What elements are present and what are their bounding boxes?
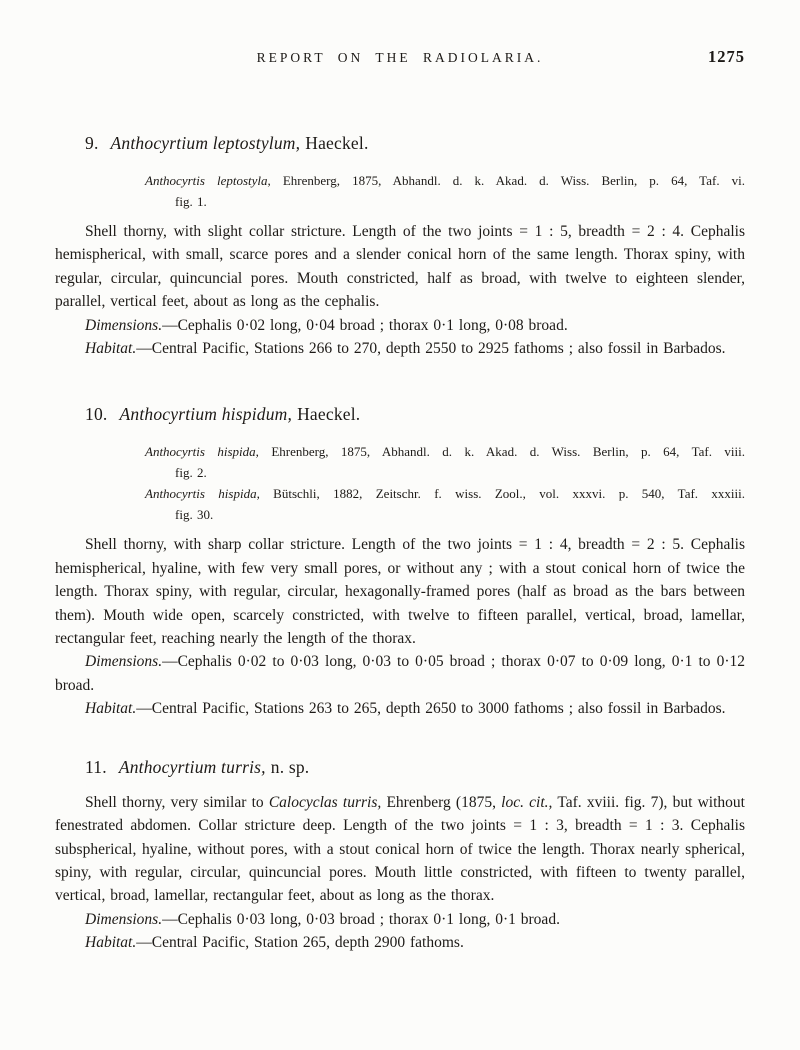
habitat-paragraph — [55, 337, 745, 360]
species-heading — [85, 755, 745, 779]
dimensions-label: Dimensions. — [85, 910, 163, 928]
dimensions-paragraph — [55, 314, 745, 337]
dimensions-text: —Cephalis 0·02 to 0·03 long, 0·03 to 0·05 broad ; thorax 0·07 to 0·09 long, 0·1 to 0·12 broad. — [55, 653, 745, 694]
synonymy-list — [145, 170, 745, 212]
species-section-10 — [55, 402, 745, 720]
synonymy-entry — [145, 441, 745, 483]
dimensions-paragraph — [55, 650, 745, 697]
habitat-text: —Central Pacific, Station 265, depth 2900 fathoms. — [136, 934, 464, 952]
synonym-species: Anthocyrtis hispida, — [145, 486, 260, 502]
species-name: Anthocyrtium hispidum, — [119, 404, 293, 425]
synonymy-list — [145, 441, 745, 525]
dimensions-text: —Cephalis 0·03 long, 0·03 broad ; thorax 0·1 long, 0·1 broad. — [162, 910, 560, 928]
habitat-text: —Central Pacific, Stations 266 to 270, depth 2550 to 2925 fathoms ; also fossil in Barbados. — [136, 340, 726, 358]
description-paragraph — [55, 791, 745, 908]
species-number: 10. — [85, 404, 108, 425]
description-paragraph: Shell thorny, with slight collar stricture. Length of the two joints = 1 : 5, breadth = 2 : 4. Cephalis hemispherical, with small, scarce pores and a slender conical horn of the same length. Thorax spiny, with regular, circular, quincuncial pores. Mouth constricted, half as broad, with twelve to eighteen slender, parallel, vertical feet, about as long as the cephalis. — [55, 223, 745, 311]
description-text: Taf. xviii. fig. 7), but without fenestrated abdomen. Collar stricture deep. Length of the two joints = 1 : 3, breadth = 1 : 3. Cephalis subspherical, hyaline, without pores, with a stout conical horn of twice the length. Thorax nearly spherical, spiny, with regular, circular, quincuncial pores. Mouth little constricted, with fifteen to twenty parallel, vertical, broad, lamellar, rectangular feet, about as long as the thorax. — [55, 793, 745, 905]
synonym-species: Anthocyrtis hispida, — [145, 444, 259, 460]
description-text: Ehrenberg (1875, — [381, 793, 502, 811]
synonym-reference: Bütschli, 1882, Zeitschr. f. wiss. Zool., vol. xxxvi. p. 540, Taf. xxxiii. — [259, 486, 746, 502]
page-header — [55, 49, 745, 71]
dimensions-label: Dimensions. — [85, 653, 163, 671]
species-number: 11. — [85, 756, 107, 777]
synonym-reference: Ehrenberg, 1875, Abhandl. d. k. Akad. d. Wiss. Berlin, p. 64, Taf. vi. — [270, 173, 745, 188]
species-name: Anthocyrtium leptostylum, — [110, 133, 301, 153]
species-author: Haeckel. — [305, 133, 369, 153]
loc-cit-text: loc. cit., — [501, 793, 553, 811]
species-author: Haeckel. — [297, 404, 361, 425]
synonym-citation — [145, 441, 745, 462]
synonym-figure: fig. 30. — [175, 507, 214, 523]
habitat-paragraph — [55, 931, 745, 954]
synonym-citation — [145, 170, 745, 191]
dimensions-paragraph — [55, 908, 745, 931]
habitat-label: Habitat. — [85, 340, 137, 358]
description-paragraph: Shell thorny, with sharp collar stricture. Length of the two joints = 1 : 4, breadth = 2 : 5. Cephalis hemispherical, hyaline, with few very small pores, or without any ; with a stout conical horn of twice the length. Thorax spiny, with regular, circular, hexagonally-framed pores (half as broad as the bars between them). Mouth wide open, scarcely constricted, with twelve to fifteen parallel, vertical, broad, lamellar, rectangular feet, reaching nearly the length of the thorax. — [55, 536, 745, 648]
synonym-figure: fig. 2. — [175, 465, 207, 481]
habitat-text: —Central Pacific, Stations 263 to 265, depth 2650 to 3000 fathoms ; also fossil in Barbados. — [136, 700, 726, 718]
species-author: n. sp. — [270, 756, 310, 777]
synonym-citation — [145, 483, 745, 504]
habitat-label: Habitat. — [85, 700, 137, 718]
species-section-11 — [55, 755, 745, 955]
compared-species-name: Calocyclas turris, — [268, 793, 382, 811]
synonymy-entry — [145, 483, 745, 525]
synonym-species: Anthocyrtis leptostyla, — [145, 173, 271, 188]
synonymy-entry — [145, 170, 745, 212]
dimensions-label: Dimensions. — [85, 316, 163, 334]
dimensions-text: —Cephalis 0·02 long, 0·04 broad ; thorax 0·1 long, 0·08 broad. — [162, 316, 568, 334]
species-name: Anthocyrtium turris, — [118, 756, 266, 777]
species-heading — [85, 402, 745, 426]
synonym-figure: fig. 1. — [175, 194, 207, 209]
habitat-label: Habitat. — [85, 934, 137, 952]
species-heading — [85, 131, 745, 155]
species-section-9 — [55, 131, 745, 360]
synonym-reference: Ehrenberg, 1875, Abhandl. d. k. Akad. d. Wiss. Berlin, p. 64, Taf. viii. — [258, 444, 745, 460]
description-text: Shell thorny, very similar to — [85, 793, 269, 811]
species-number: 9. — [85, 133, 99, 153]
habitat-paragraph — [55, 697, 745, 720]
running-title: REPORT ON THE RADIOLARIA. — [256, 50, 544, 65]
page-number: 1275 — [708, 47, 745, 66]
